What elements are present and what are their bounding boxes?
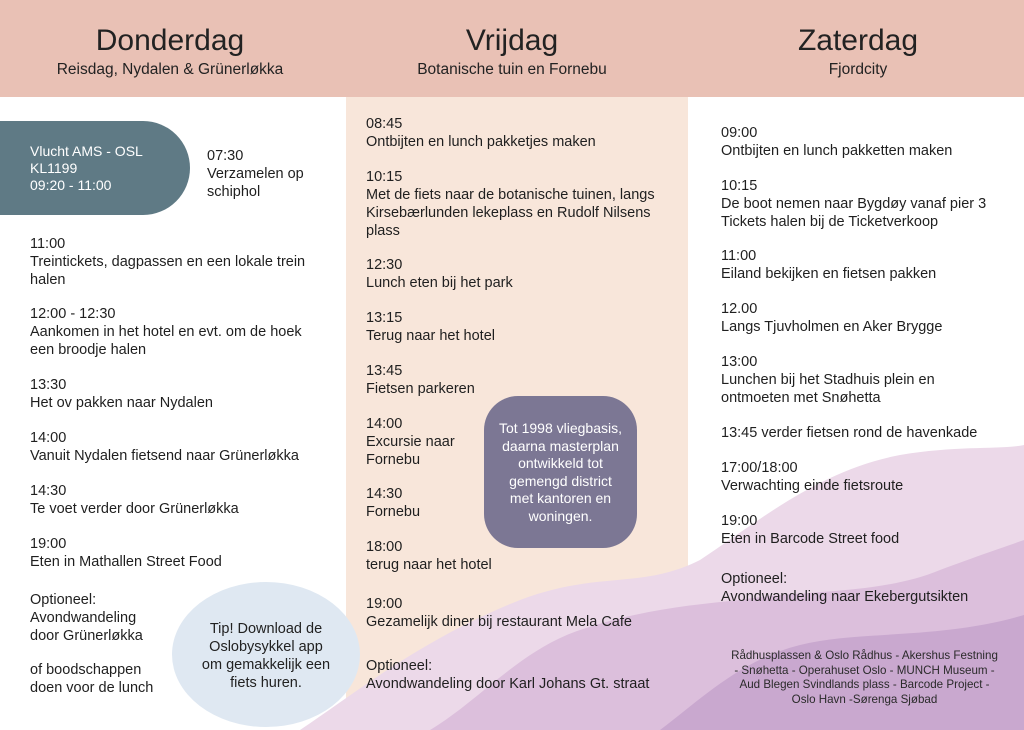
places-line: - Snøhetta - Operahuset Oslo - MUNCH Museum - (734, 663, 995, 677)
item-line: 10:15 (366, 169, 403, 185)
item-line: Gezamelijk diner bij restaurant Mela Cafe (366, 614, 632, 630)
schedule-item (721, 570, 968, 606)
tip-line: fiets huren. (230, 675, 302, 691)
fact-line: met kantoren en (509, 490, 612, 506)
item-line: een broodje halen (30, 342, 147, 358)
column-header-friday (342, 22, 682, 80)
item-line: Avondwandeling door Karl Johans Gt. straat (366, 676, 650, 692)
item-line: 17:00/18:00 (721, 460, 798, 476)
item-line: door Grünerløkka (30, 628, 143, 644)
schedule-item (366, 168, 655, 240)
day-title: Zaterdag (797, 24, 919, 57)
fact-line: Tot 1998 vliegbasis, (499, 420, 622, 436)
item-line: 13:15 (366, 310, 403, 326)
places-line: Rådhusplassen & Oslo Rådhus - Akershus Festning (731, 649, 998, 662)
item-line: 14:00 (30, 430, 67, 446)
item-line: 12:30 (366, 257, 403, 273)
day-title: Donderdag (95, 24, 245, 57)
fact-line: ontwikkeld tot (518, 455, 603, 471)
item-line: 19:00 (366, 596, 403, 612)
tip-line: Oslobysykkel app (209, 639, 323, 655)
item-line: 07:30 (207, 148, 244, 164)
item-line: ontmoeten met Snøhetta (721, 390, 881, 406)
item-line: Ontbijten en lunch pakketjes maken (366, 134, 596, 150)
schedule-item (721, 247, 936, 283)
day-subtitle: Botanische tuin en Fornebu (417, 61, 607, 78)
item-line: Fornebu (366, 452, 421, 468)
schedule-item (721, 512, 899, 548)
item-line: Excursie naar (366, 434, 455, 450)
item-line: terug naar het hotel (366, 557, 492, 573)
item-line: halen (30, 272, 66, 288)
item-line: 18:00 (366, 539, 403, 555)
item-line: 11:00 (721, 248, 757, 264)
item-line: Met de fiets naar de botanische tuinen, langs (366, 187, 655, 203)
schedule-item (721, 459, 903, 495)
item-line: 19:00 (721, 513, 758, 529)
item-line: Aankomen in het hotel en evt. om de hoek (30, 324, 302, 340)
schedule-item (366, 538, 492, 574)
schedule-item (721, 124, 952, 160)
schedule-item (30, 482, 239, 518)
flight-line: Vlucht AMS - OSL (30, 143, 143, 159)
item-line: Verzamelen op (207, 166, 304, 182)
item-line: Eten in Mathallen Street Food (30, 554, 222, 570)
item-line: 14:30 (30, 483, 67, 499)
item-line: Te voet verder door Grünerløkka (30, 501, 239, 517)
item-line: schiphol (207, 184, 261, 200)
places-line: Aud Blegen Svindlands plass - Barcode Project - (739, 678, 990, 691)
day-subtitle: Fjordcity (828, 61, 888, 78)
item-line: 13:45 verder fietsen rond de havenkade (721, 425, 978, 441)
schedule-item (721, 353, 935, 407)
item-line: Kirsebærlunden lekeplass en Rudolf Nilsens (366, 205, 651, 221)
item-line: Avondwandeling naar Ekebergutsikten (721, 589, 969, 605)
flight-line: KL1199 (30, 160, 78, 176)
column-header-thursday (0, 22, 340, 80)
item-line: 12.00 (721, 301, 758, 317)
item-line: of boodschappen (30, 662, 142, 678)
item-line: Lunch eten bij het park (366, 275, 513, 291)
schedule-item (30, 661, 153, 697)
schedule-item (30, 591, 143, 645)
item-line: Langs Tjuvholmen en Aker Brygge (721, 319, 943, 335)
schedule-item (721, 424, 977, 442)
schedule-item (366, 595, 632, 631)
schedule-item (366, 256, 513, 292)
schedule-item (30, 429, 299, 465)
item-line: Optioneel: (366, 658, 433, 674)
flight-badge (0, 121, 190, 215)
item-line: Lunchen bij het Stadhuis plein en (721, 372, 935, 388)
tip-bubble (172, 582, 360, 727)
item-line: 19:00 (30, 536, 67, 552)
item-line: Eten in Barcode Street food (721, 531, 900, 547)
schedule-item (30, 235, 305, 289)
item-line: Tickets halen bij de Ticketverkoop (721, 214, 939, 230)
item-line: Optioneel: (30, 592, 97, 608)
fact-line: daarna masterplan (502, 437, 619, 454)
item-line: 11:00 (30, 236, 66, 252)
item-line: Treintickets, dagpassen en een lokale trein (30, 254, 306, 270)
schedule-item (30, 305, 302, 359)
day-title: Vrijdag (465, 24, 559, 57)
fact-line: woningen. (528, 507, 593, 524)
schedule-item (721, 300, 942, 336)
schedule-item (30, 376, 213, 412)
places-list (712, 649, 1017, 707)
schedule-item (366, 657, 649, 693)
column-header-saturday (688, 22, 1024, 80)
item-line: Het ov pakken naar Nydalen (30, 395, 213, 411)
schedule-item (207, 147, 304, 201)
item-line: 14:30 (366, 486, 403, 502)
schedule-item (721, 177, 986, 231)
flight-line: 09:20 - 11:00 (30, 177, 112, 193)
item-line: plass (366, 223, 400, 239)
fact-bubble (484, 396, 637, 548)
schedule-item (366, 309, 495, 345)
item-line: Optioneel: (721, 571, 788, 587)
item-line: Avondwandeling (30, 610, 137, 626)
day-subtitle: Reisdag, Nydalen & Grünerløkka (56, 61, 284, 78)
item-line: 14:00 (366, 416, 403, 432)
item-line: Fornebu (366, 504, 421, 520)
item-line: Eiland bekijken en fietsen pakken (721, 266, 937, 282)
schedule-item (366, 115, 596, 151)
item-line: Verwachting einde fietsroute (721, 478, 904, 494)
item-line: Vanuit Nydalen fietsend naar Grünerløkka (30, 448, 299, 464)
fact-line: gemengd district (509, 472, 612, 489)
item-line: 13:45 (366, 363, 403, 379)
tip-line: om gemakkelijk een (201, 657, 331, 673)
schedule-item (30, 535, 222, 571)
item-line: De boot nemen naar Bygdøy vanaf pier 3 (721, 196, 987, 212)
places-line: Oslo Havn -Sørenga Sjøbad (791, 692, 938, 706)
item-line: 10:15 (721, 178, 758, 194)
item-line: 09:00 (721, 125, 758, 141)
schedule-item (366, 415, 455, 469)
item-line: 13:00 (721, 354, 758, 370)
item-line: Ontbijten en lunch pakketten maken (721, 143, 953, 159)
item-line: 13:30 (30, 377, 67, 393)
item-line: 08:45 (366, 116, 403, 132)
item-line: Fietsen parkeren (366, 381, 475, 397)
schedule-item (366, 362, 475, 398)
item-line: Terug naar het hotel (366, 328, 495, 344)
tip-line: Tip! Download de (209, 621, 323, 637)
schedule-item (366, 485, 420, 521)
item-line: 12:00 - 12:30 (30, 306, 116, 322)
item-line: doen voor de lunch (30, 680, 154, 696)
